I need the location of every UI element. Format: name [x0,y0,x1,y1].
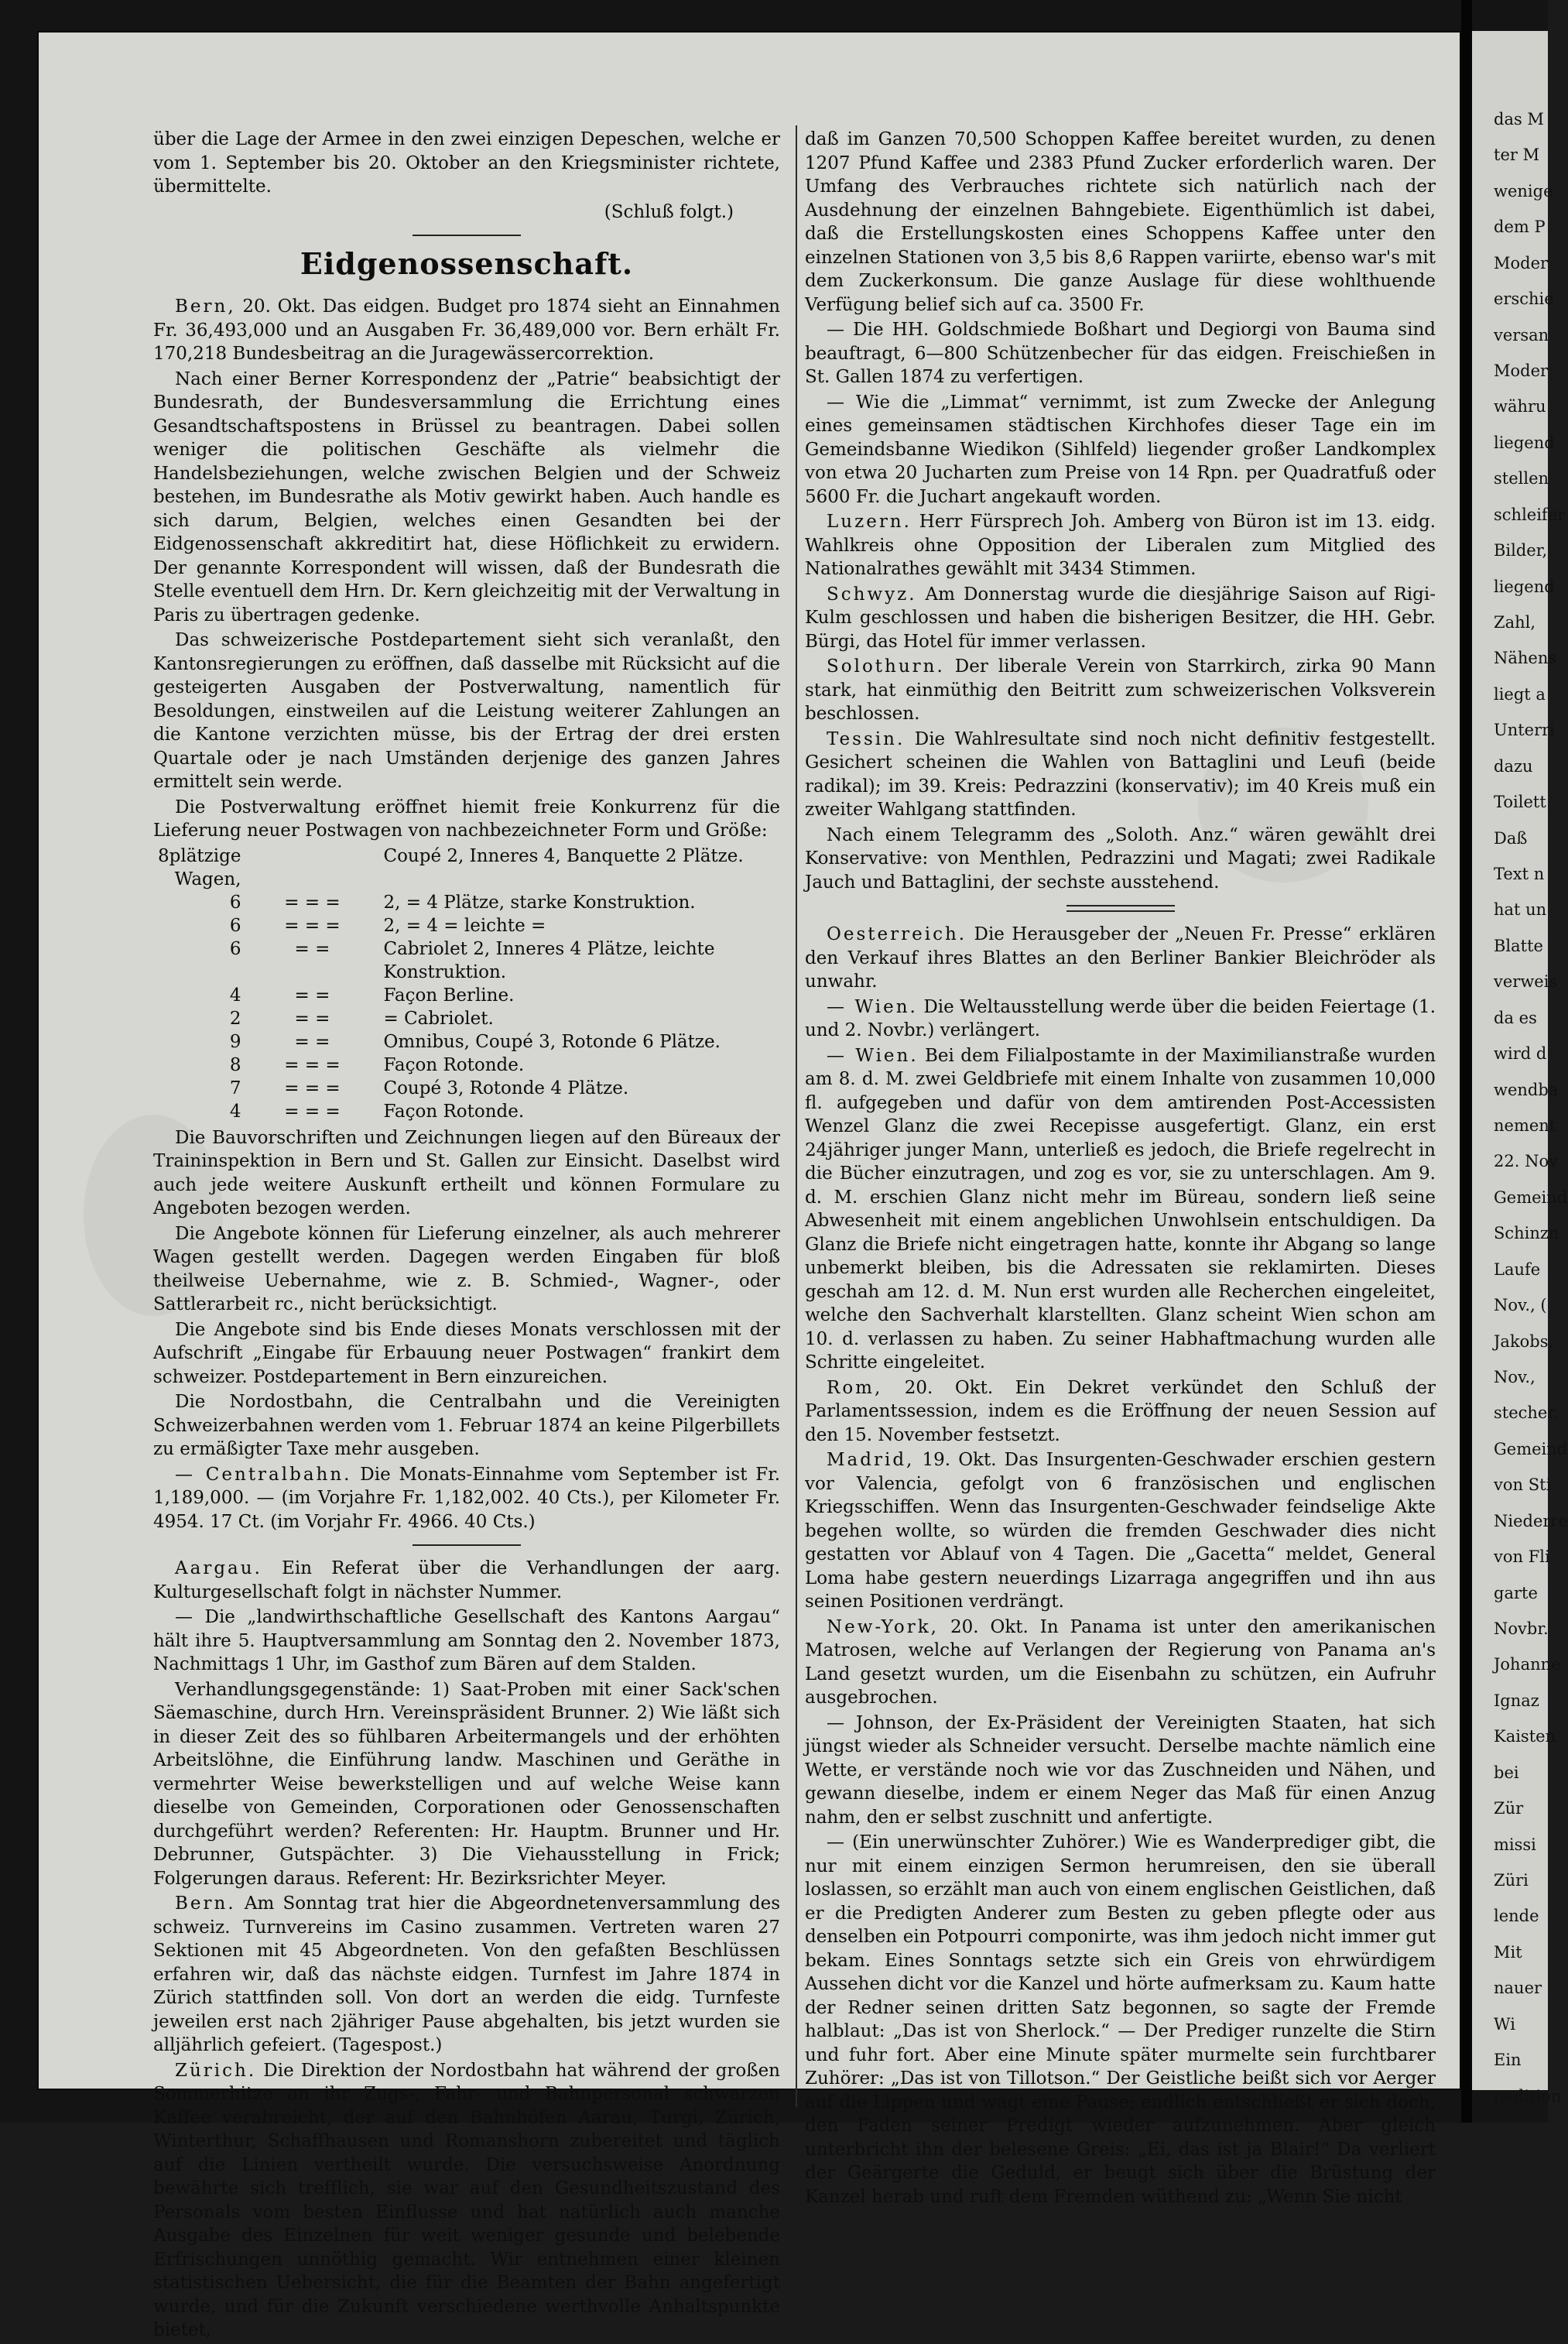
article-telegramm: Nach einem Telegramm des „Soloth. Anz.“ wären gewählt drei Konservative: von Menthlen, Pedrazzini und Magati; zwei Radikale Jauch und Battaglini, der sechste ausstehend. [805,824,1436,893]
article-text: Ein Referat über die Verhandlungen der aarg. Kulturgesellschaft folgt in nächster Nummer. [153,1558,780,1602]
article-verhandlungen: Verhandlungsgegenstände: 1) Saat-Proben mit einer Sack'schen Säemaschine, durch Hrn. Vereinspräsident Brunner. 2) Wie läßt sich in dieser Zeit des so fühlbaren Arbeitermangels und der erhöhten Arbeitslöhne, die Einführung landw. Maschinen und Geräthe in vermehrter Weise bewerkstelligen und auf welche Weise kann dieselbe von Gemeinden, Corporationen oder Genossenschaften durchgeführt werden? Referenten: Hr. Hauptm. Brunner und Hr. Debrunner, Gutspächter. 3) Die Viehausstellung in Frick; Folgerungen daraus. Referent: Hr. Bezirksrichter Meyer. [153,1679,780,1889]
wagon-cell-t: 2, = 4 = leichte = [383,915,546,936]
wagon-row [153,1077,780,1100]
article-aargau [153,1557,780,1604]
article-angebote: Die Angebote können für Lieferung einzelner, als auch mehrerer Wagen gestellt werden. Dagegen werden Eingaben für bloß theilweise Uebernahme, wie z. B. Schmied-, Wagner-, oder Sattlerarbeit rc., nicht berücksichtigt. [153,1223,780,1314]
article-postdepartement: Das schweizerische Postdepartement sieht sich veranlaßt, den Kantonsregierungen zu eröffnen, daß dasselbe mit Rücksicht auf die gesteigerten Ausgaben der Postverwaltung, namentlich für Besoldungen, einstweilen auf die Leistung weiterer Zahlungen an die Kantone verzichten müsse, bis der Ertrag der drei ersten Quartale oder je nach Umständen derjenige des ganzen Jahres ermittelt sein werde. [153,630,780,792]
adjacent-page-fragment: Blatte [1494,936,1543,955]
divider [413,1544,521,1546]
dateline: Madrid, [827,1450,915,1470]
adjacent-page-fragment: dazu [1494,756,1533,776]
dateline: Bern. [175,1893,236,1914]
dateline: Bern, [175,296,236,317]
adjacent-page-fragment: von Fli [1494,1547,1550,1567]
wagon-cell-d: = = [294,1008,330,1029]
adjacent-page-strip [1472,31,1568,2106]
wagon-cell-n: 9 [229,1031,241,1052]
wagon-cell-d: = = = [284,892,341,913]
adjacent-page-fragment: Wi [1494,2014,1515,2034]
article-text: 20. Okt. Ein Dekret verkündet den Schluß der Parlamentssession, indem es die Eröffnung der neuen Session auf den 15. November festsetzt. [805,1377,1436,1445]
adjacent-page-fragment: Nov., [1494,1368,1535,1386]
wagon-cell-t: Façon Berline. [383,985,515,1006]
article-text: Am Donnerstag wurde die diesjährige Saison auf Rigi-Kulm geschlossen und haben die bisherigen Besitzer, die HH. Gebr. Bürgi, das Hotel für immer verlassen. [805,584,1436,652]
adjacent-page-fragment: wird d [1494,1044,1547,1064]
article-oesterreich [805,923,1436,994]
wagon-row [153,984,780,1007]
adjacent-page-fragment: nauer [1494,1979,1542,1998]
article-postwagen: Die Postverwaltung eröffnet hiemit freie Konkurrenz für die Lieferung neuer Postwagen von nachbezeichneter Form und Größe: [153,797,780,841]
adjacent-page-fragment: bei [1494,1763,1519,1782]
wagon-cell-t: Coupé 2, Inneres 4, Banquette 2 Plätze. [383,845,744,866]
intro-paragraph: über die Lage der Armee in den zwei einzigen Depeschen, welche er vom 1. September bis 20. Oktober an den Kriegsminister richtete, übermittelte. [153,129,780,197]
article-text: Bei dem Filialpostamte in der Maximilianstraße wurden am 8. d. M. zwei Geldbriefe mit einem Inhalte von zusammen 10,000 fl. aufgegeben und dafür von dem amtirenden Post-Accessisten Wenzel Glanz die zwei Recepisse ausgefertigt. Glanz, ein erst 24jähriger junger Mann, unterließ es jedoch, die Briefe regelrecht in die Bücher einzutragen, und zog es vor, sie zu unterschlagen. Am 9. d. M. erschien Glanz nicht mehr im Büreau, sondern ließ seine Abwesenheit mit einem angeblichen Unwohlsein entschuldigen. Da Glanz die Briefe nicht eingetragen hatte, konnte ihr Abgang so lange unbemerkt bleiben, bis die Adressaten sie reklamirten. Dieses geschah am 12. d. M. Nun erst wurden alle Recherchen eingeleitet, welche den Sachverhalt klarstellten. Glanz scheint Wien schon am 10. d. verlassen zu haben. Zu seiner Habhaftmachung wurden alle Schritte eingeleitet. [805,1045,1436,1372]
wagon-row [153,845,780,891]
wagon-cell-n: 6 [229,892,241,913]
adjacent-page-fragment: liegt a [1494,684,1546,704]
wagon-cell-d: = = = [284,1054,341,1075]
wagon-row [153,1007,780,1030]
article-text: Die Monats-Einnahme vom September ist Fr. 1,189,000. — (im Vorjahre Fr. 1,182,002. 40 Cts.), per Kilometer Fr. 4954. 17 Ct. (im Vorjahr Fr. 4966. 40 Cts.) [153,1464,781,1532]
adjacent-page-fragment: versan [1494,325,1549,344]
adjacent-page-fragment: Schinzn [1494,1224,1559,1243]
article-solothurn [805,655,1436,726]
wagon-cell-d: = = = [284,1101,341,1122]
wagon-row [153,914,780,937]
article-luzern [805,510,1436,581]
article-text: Herr Fürsprech Joh. Amberg von Büron ist im 13. eidg. Wahlkreis ohne Opposition der Liberalen zum Mitglied des Nationalrathes gewählt mit 3434 Stimmen. [805,512,1436,579]
article-madrid [805,1448,1436,1614]
adjacent-page-fragment: Ignaz [1494,1691,1539,1710]
adjacent-page-fragment: Kaisten [1494,1727,1556,1746]
adjacent-page-fragment: Toilett [1494,793,1546,812]
wagon-cell-n: 4 [229,1101,241,1122]
adjacent-page-fragment: verweis [1494,972,1558,992]
wagon-cell-n: 8 [229,1054,241,1075]
wagon-cell-t: Façon Rotonde. [383,1101,525,1122]
adjacent-page-fragment: Mit [1494,1942,1522,1962]
wagon-cell-d: = = = [284,1078,341,1098]
article-wien-glanz [805,1044,1436,1375]
article-tessin [805,728,1436,822]
article-bauvorschriften: Die Bauvorschriften und Zeichnungen liegen auf den Büreaux der Traininspektion in Bern und St. Gallen zur Einsicht. Daselbst wird auch jede weitere Auskunft ertheilt und können Formulare zu Angeboten bezogen werden. [153,1127,780,1218]
adjacent-page-fragment: Züri [1494,1871,1529,1890]
wagon-cell-t: Omnibus, Coupé 3, Rotonde 6 Plätze. [383,1031,721,1052]
page-gutter [1461,0,1472,2123]
wagon-row [153,1100,780,1123]
adjacent-page-fragment: erschie [1494,290,1554,309]
adjacent-page-fragment: stecher, [1494,1403,1559,1423]
wagon-cell-d: = = [294,938,330,959]
wagon-cell-d: = = = [284,915,341,936]
article-schwyz [805,583,1436,654]
dateline: Tessin. [827,728,906,749]
article-zuerich-kaffee [153,2059,780,2342]
adjacent-page-fragment: dem P [1494,218,1546,237]
adjacent-page-fragment: Niederre [1494,1511,1568,1530]
to-be-continued: (Schluß folgt.) [604,201,734,222]
adjacent-page-fragment: schleifer [1494,505,1566,524]
article-zuhoerer: — (Ein unerwünschter Zuhörer.) Wie es Wanderprediger gibt, die nur mit einem einzigen Sermon herumreisen, den sie überall loslassen, so erzählt man auch von einem englischen Geistlichen, daß er die Predigten Anderer zum Besten zu geben pflegte oder aus denselben ein Potpourri componirte, was ihm jedoch nicht immer gut bekam. Eines Sonntags setzte sich ein Greis von ehrwürdigem Aussehen dicht vor die Kanzel und hörte aufmerksam zu. Kaum hatte der Redner seinen dritten Satz begonnen, so sagte der Fremde halblaut: „Das ist von Sherlock.“ — Der Prediger runzelte die Stirn und fuhr fort. Aber eine Minute später murmelte sein furchtbarer Zuhörer: „Das ist von Tillotson.“ Der Geistliche beißt sich vor Aerger auf die Lippen und wagt eine Pause; endlich entschließt er sich doch, den Faden seiner Predigt wieder aufzunehmen. Aber gleich unterbricht ihn der belesene Greis: „Ei, das ist ja Blair!“ Da verliert der Geärgerte die Geduld, er beugt sich über die Brüstung der Kanzel herab und ruft dem Fremden wüthend zu: „Wenn Sie nicht [805,1832,1436,2207]
article-text: 20. Okt. In Panama ist unter den amerikanischen Matrosen, welche auf Verlangen der Regierung von Panama an's Land gesetzt wurden, um die Eisenbahn zu schützen, ein Aufruhr ausgebrochen. [805,1616,1436,1708]
wagon-cell-t: = Cabriolet. [383,1008,494,1029]
article-text: 19. Okt. Das Insurgenten-Geschwader erschien gestern vor Valencia, gefolgt von 6 französischen und englischen Kriegsschiffen. Wenn das Insurgenten-Geschwader feindselige Akte begehen wollte, so würden die fremden Geschwader dies nicht gestatten vor Ablauf von 4 Tagen. Die „Gacetta“ meldet, General Loma habe gestern neuerdings Lizarraga angegriffen und ihn aus seinen Positionen verdrängt. [805,1450,1436,1612]
adjacent-page-fragment: Zür [1494,1799,1524,1818]
article-turnverein [153,1892,780,2058]
adjacent-page-fragment: wenige [1494,181,1553,200]
article-text: Die Wahlresultate sind noch nicht definitiv festgestellt. Gesichert scheinen die Wahlen von Battaglini und Leufi (beide radikal); im 39. Kreis: Pedrazzini (konservativ); im 40 Kreis muß ein zweiter Wahlgang stattfinden. [805,728,1436,820]
wagon-cell-n: 8plätzige Wagen, [158,845,241,889]
wagon-cell-n: 7 [229,1078,241,1098]
adjacent-page-fragment: pedition [1494,2086,1562,2106]
adjacent-page-fragment: Zahl, [1494,613,1536,632]
right-column [805,128,1436,2210]
wagon-table [153,845,780,1123]
article-rom [805,1376,1436,1448]
wagon-row [153,1030,780,1054]
dateline: Luzern. [827,512,912,532]
adjacent-page-fragment: garte [1494,1583,1538,1602]
adjacent-page-fragment: Unterri [1494,721,1555,740]
wagon-cell-n: 4 [229,985,241,1006]
adjacent-page-fragment: Text n [1494,865,1545,883]
wagon-row [153,891,780,914]
wagon-row [153,937,780,984]
article-pilgerbillets: Die Nordostbahn, die Centralbahn und die Vereinigten Schweizerbahnen werden vom 1. Februar 1874 an keine Pilgerbillets zu ermäßigter Taxe mehr ausgeben. [153,1392,780,1459]
article-wien-weltausstellung [805,996,1436,1043]
article-kaffee-continued: daß im Ganzen 70,500 Schoppen Kaffee bereitet wurden, zu denen 1207 Pfund Kaffee und 2383 Pfund Zucker erforderlich waren. Der Umfang des Verbrauches richtete sich natürlich nach der Ausdehnung der einzelnen Bahngebiete. Eigenthümlich ist dabei, daß die Erstellungskosten eines Schoppens Kaffee unter den einzelnen Stationen von 3,5 bis 8,6 Rappen variirte, ebenso war's mit dem Zuckerkonsum. Die ganze Auslage für diese wohlthuende Verfügung belief sich auf ca. 3500 Fr. [805,129,1436,315]
wagon-cell-d: = = [294,1031,330,1052]
article-centralbahn [153,1463,780,1534]
article-new-york [805,1616,1436,1710]
dateline: Schwyz. [827,584,917,605]
column-separator [796,125,797,2107]
adjacent-page-fragment: Jakobs, [1494,1331,1554,1351]
adjacent-page-fragment: da es [1494,1008,1537,1027]
wagon-cell-d [245,845,378,891]
wagon-cell-d: = = [294,985,330,1006]
wagon-row [153,1054,780,1077]
adjacent-page-fragment: das M [1494,110,1544,129]
article-bern-budget [153,295,780,366]
wagon-cell-t: Coupé 3, Rotonde 4 Plätze. [383,1078,629,1098]
adjacent-page-fragment: Nov., ( [1494,1296,1547,1315]
adjacent-page-fragment: lende [1494,1907,1539,1926]
section-heading-eidgenossenschaft: Eidgenossenschaft. [300,246,634,281]
left-column [153,128,780,2344]
adjacent-page-fragment: Ein [1494,2051,1522,2070]
adjacent-page-fragment: von Sti [1494,1475,1552,1495]
adjacent-page-fragment: Nähens [1494,649,1557,668]
dateline: Oesterreich. [827,924,967,944]
adjacent-page-fragment: hat un [1494,900,1547,920]
adjacent-page-fragment: Bilder, [1494,541,1548,560]
article-text: 20. Okt. Das eidgen. Budget pro 1874 sieht an Einnahmen Fr. 36,493,000 und an Ausgaben Fr. 36,489,000 vor. Bern erhält Fr. 170,218 Bundesbeitrag an die Juragewässercorrektion. [153,296,780,364]
adjacent-page-fragment: stellen [1494,469,1549,488]
adjacent-page-fragment: wendba [1494,1080,1559,1099]
adjacent-page-fragment: ter M [1494,146,1540,165]
dateline: — Wien. [827,1045,919,1066]
adjacent-page-fragment: Laufe [1494,1259,1541,1279]
adjacent-page-fragment: Daß [1494,828,1528,848]
dateline: Solothurn. [827,656,945,677]
adjacent-page-fragment: Gemeind [1494,1187,1568,1207]
adjacent-page-fragment: liegend [1494,433,1555,452]
dateline: — Centralbahn. [175,1464,352,1485]
adjacent-page-fragment: liegend [1494,577,1555,596]
wagon-cell-t: 2, = 4 Plätze, starke Konstruktion. [383,892,696,913]
dateline: Rom, [827,1377,883,1398]
article-text: Die Weltausstellung werde über die beiden Feiertage (1. und 2. Novbr.) verlängert. [805,996,1436,1040]
adjacent-page-fragment: Novbr. [1494,1619,1549,1638]
divider [1066,905,1175,912]
wagon-cell-t: Façon Rotonde. [383,1054,525,1075]
article-eingabe: Die Angebote sind bis Ende dieses Monats verschlossen mit der Aufschrift „Eingabe für Erbauung neuer Postwagen“ frankirt dem schweizer. Postdepartement in Bern einzureichen. [153,1319,780,1387]
adjacent-page-fragment: Moder [1494,253,1549,272]
article-landwirthschaft: — Die „landwirthschaftliche Gesellschaft des Kantons Aargau“ hält ihre 5. Hauptversammlung am Sonntag den 2. November 1873, Nachmittags 1 Uhr, im Gasthof zum Bären auf dem Stalden. [153,1607,780,1674]
wagon-cell-t: Cabriolet 2, Inneres 4 Plätze, leichte Konstruktion. [383,938,715,982]
article-text: Der liberale Verein von Starrkirch, zirka 90 Mann stark, hat einmüthig den Beitritt zum schweizerischen Volksverein beschlossen. [805,656,1436,724]
divider [413,235,521,236]
article-johnson: — Johnson, der Ex-Präsident der Vereinigten Staaten, hat sich jüngst wieder als Schneider versucht. Derselbe machte nämlich eine Wette, er verstände noch wie vor das Zuschneiden und Nähen, und gewann dieselbe, indem er einem Neger das Maß für einen Anzug nahm, den er selbst zuschnitt und anfertigte. [805,1712,1436,1828]
dateline: New-York, [827,1616,939,1637]
dateline: Zürich. [175,2060,257,2081]
dateline: — Wien. [827,996,918,1017]
article-text: Am Sonntag trat hier die Abgeordnetenversammlung des schweiz. Turnvereins im Casino zusammen. Vertreten waren 27 Sektionen mit 45 Abgeordneten. Von den gefaßten Beschlüssen erfahren wir, daß das nächste eidgen. Turnfest im Jahre 1874 in Zürich stattfinden soll. Von dort an werden die eidg. Turnfeste jeweilen erst nach 2jähriger Pause abgehalten, bis jetzt wurden sie alljährlich gefeiert. (Tagespost.) [153,1893,780,2055]
article-kirchhof: — Wie die „Limmat“ vernimmt, ist zum Zwecke der Anlegung eines gemeinsamen städtischen Kirchhofes dieser Tage ein im Gemeindsbanne Wiedikon (Sihlfeld) liegender großer Landkomplex von etwa 20 Jucharten zum Preise von 14 Rpn. per Quadratfuß oder 5600 Fr. die Juchart angekauft worden. [805,392,1436,507]
adjacent-page-fragment: nement [1494,1116,1556,1135]
adjacent-page-fragment: missi [1494,1835,1536,1854]
article-text: Die Direktion der Nordostbahn hat während der großen Sommerhitze an ihr Zugs-, Fahr- und Bahnpersonal schwarzen Kaffee verabreicht, der auf den Bahnhöfen Aarau, Turgi, Zürich, Winterthur, Schaffhausen und Romanshorn zubereitet und täglich auf die Linien vertheilt wurde. Die versuchsweise Anordnung bewährte sich trefflich, sie war auf den Gesundheitszustand des Personals vom besten Einflusse und hat natürlich auch manche Ausgabe des Einzelnen für weit weniger gesunde und belebende Erfrischungen unnöthig gemacht. Wir entnehmen einer kleinen statistischen Uebersicht, die für die Beamten der Bahn angefertigt wurde, und für die Zukunft verschiedene werthvolle Anhaltspunkte bietet, [153,2060,780,2340]
article-text: Die Herausgeber der „Neuen Fr. Presse“ erklären den Verkauf ihres Blattes an den Berliner Bankier Bleichröder als unwahr. [805,924,1436,992]
adjacent-page-fragment: 22. Nov [1494,1152,1558,1171]
wagon-cell-n: 6 [229,915,241,936]
adjacent-page-fragment: währu [1494,397,1546,416]
adjacent-page-fragment: Moder [1494,362,1549,380]
article-goldschmiede: — Die HH. Goldschmiede Boßhart und Degiorgi von Bauma sind beauftragt, 6—800 Schützenbecher für das eidgen. Freischießen in St. Gallen 1874 zu verfertigen. [805,320,1436,387]
wagon-cell-n: 2 [229,1008,241,1029]
dateline: Aargau. [175,1558,262,1578]
wagon-cell-n: 6 [229,938,241,959]
adjacent-page-fragment: Gemeind [1494,1439,1568,1458]
adjacent-page-fragment: Johanne [1494,1655,1561,1674]
article-gesandtschaft: Nach einer Berner Korrespondenz der „Patrie“ beabsichtigt der Bundesrath, der Bundesversammlung die Errichtung eines Gesandtschaftspostens in Brüssel zu beantragen. Dabei sollen weniger die politischen Geschäfte als vielmehr die Handelsbeziehungen, welche zwischen Belgien und der Schweiz bestehen, im Bundesrathe als Motiv gewirkt haben. Auch handle es sich darum, Belgien, welches einen Gesandten bei der Eidgenossenschaft akkreditirt hat, diese Höflichkeit zu erwidern. Der genannte Korrespondent will wissen, daß der Bundesrath die Stelle eventuell dem Hrn. Dr. Kern gleichzeitig mit der Verwaltung in Paris zu übertragen gedenke. [153,368,780,625]
